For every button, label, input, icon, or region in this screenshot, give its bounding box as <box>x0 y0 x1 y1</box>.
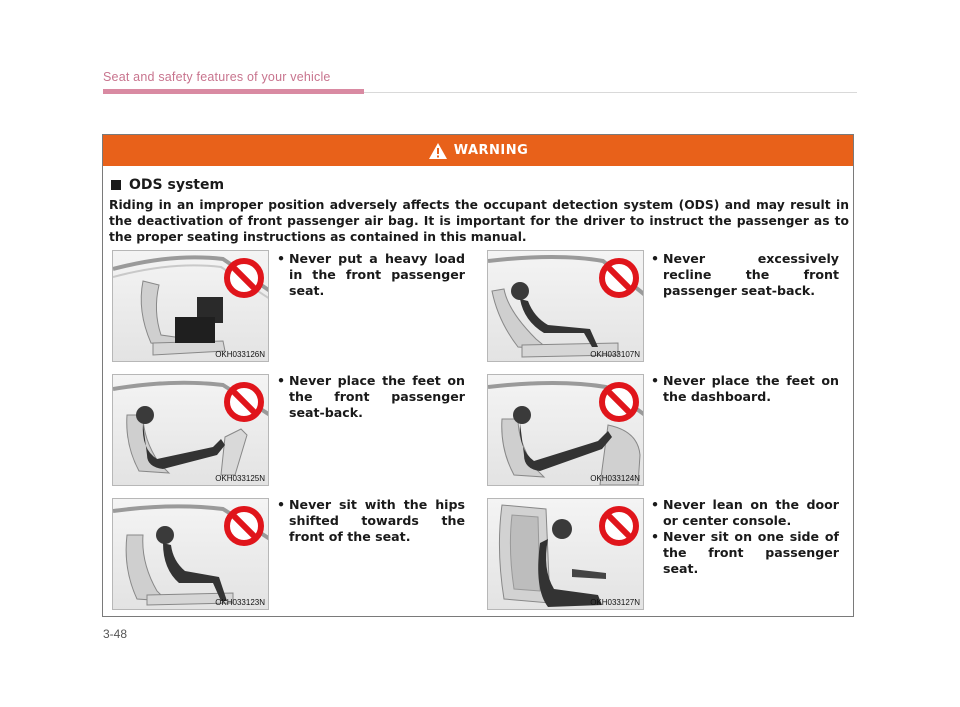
bullet-text: Never place the feet on the front passenger seat-back. <box>289 373 465 420</box>
bullet-dot: • <box>651 251 660 266</box>
bullet-dot: • <box>651 497 660 512</box>
bullet-dot: • <box>277 251 286 266</box>
bullet-item <box>277 497 465 545</box>
bullet-text: Never place the feet on the dashboard. <box>663 373 839 404</box>
image-code: OKH033107N <box>590 350 640 359</box>
illustration-heavy-load <box>112 250 269 362</box>
header-rule <box>364 92 857 93</box>
prohibition-icon <box>223 381 265 423</box>
warning-bar <box>103 135 853 166</box>
bullet-dot: • <box>651 529 660 544</box>
ods-heading <box>111 177 224 193</box>
bullet-text: Never sit on one side of the front passenger seat. <box>663 529 839 576</box>
bullet-dot: • <box>277 497 286 512</box>
illustration-recline <box>487 250 644 362</box>
page-number: 3-48 <box>103 627 128 641</box>
bullet-text: Never sit with the hips shifted towards the front of the seat. <box>289 497 465 544</box>
warning-box <box>102 134 854 617</box>
bullet-dot: • <box>277 373 286 388</box>
bullet-item <box>277 373 465 421</box>
ods-heading-text: ODS system <box>129 177 225 193</box>
bullet-item <box>277 251 465 299</box>
image-code: OKH033125N <box>215 474 265 483</box>
bullet-text: Never put a heavy load in the front passenger seat. <box>289 251 465 298</box>
prohibition-icon <box>598 505 640 547</box>
section-title: Seat and safety features of your vehicle <box>103 70 331 84</box>
illustration-feet-on-seatback <box>112 374 269 486</box>
prohibition-icon <box>223 505 265 547</box>
bullet-item <box>651 529 839 577</box>
header-rule-accent <box>103 89 364 94</box>
square-bullet-icon <box>111 180 121 190</box>
warning-label: WARNING <box>453 143 529 158</box>
image-code: OKH033123N <box>215 598 265 607</box>
illustration-lean-on-door <box>487 498 644 610</box>
prohibition-icon <box>598 381 640 423</box>
bullet-dot: • <box>651 373 660 388</box>
image-code: OKH033124N <box>590 474 640 483</box>
bullet-item <box>651 373 839 405</box>
image-code: OKH033126N <box>215 350 265 359</box>
bullet-text: Never excessively recline the front passenger seat-back. <box>663 251 839 298</box>
illustration-hips-shifted <box>112 498 269 610</box>
bullet-text: Never lean on the door or center console. <box>663 497 839 528</box>
bullet-item <box>651 251 839 299</box>
prohibition-icon <box>598 257 640 299</box>
prohibition-icon <box>223 257 265 299</box>
warning-triangle-icon <box>428 142 448 160</box>
bullet-item <box>651 497 839 529</box>
warning-intro: Riding in an improper position adversely affects the occupant detection system (ODS) and may result in the deactivation of front passenger air bag. It is important for the driver to instruct the passenger as to the proper seating instructions as contained in this manual. <box>109 198 849 244</box>
image-code: OKH033127N <box>590 598 640 607</box>
illustration-feet-on-dashboard <box>487 374 644 486</box>
